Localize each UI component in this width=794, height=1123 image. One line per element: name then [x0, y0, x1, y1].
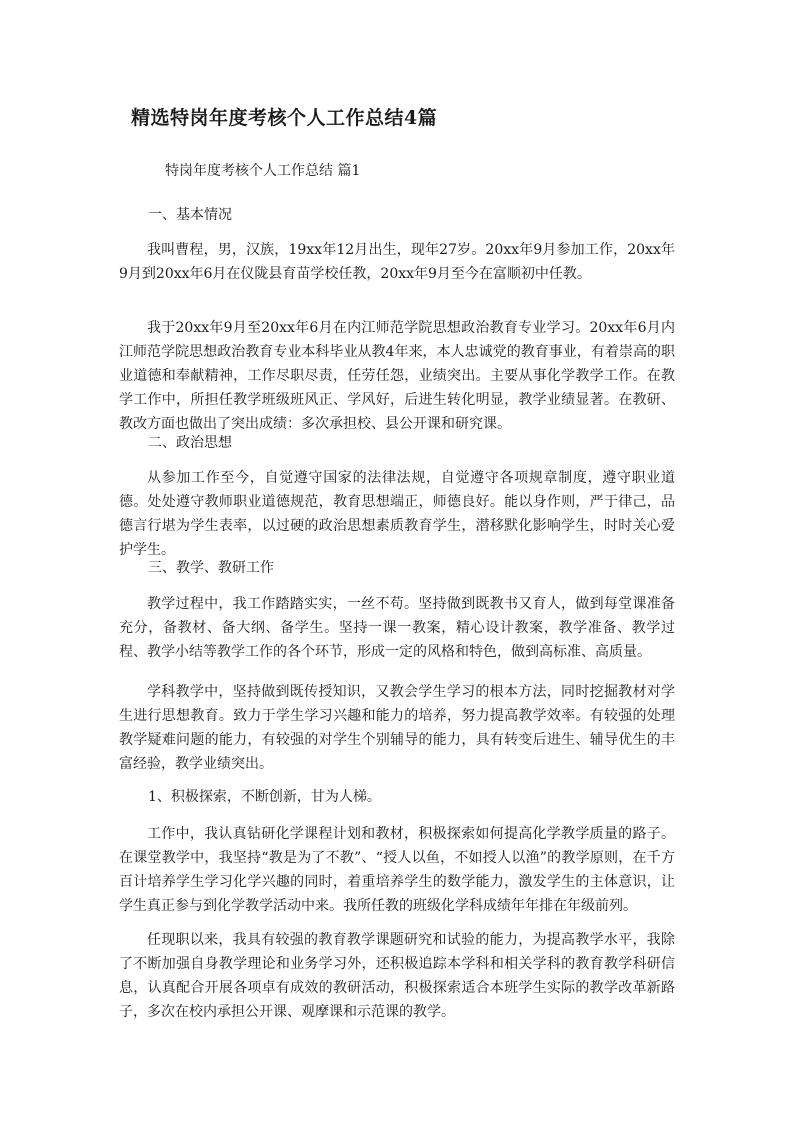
paragraph-teaching-process: 教学过程中，我工作踏踏实实，一丝不苟。坚持做到既教书又育人，做到每堂课准备充分，备教材、备大纲、备学生。坚持一课一教案，精心设计教案，教学准备、教学过程、教学小结等教学工作的各个环节，形成一定的风格和特色，做到高标准、高质量。 — [119, 596, 675, 660]
paragraph-research: 任现职以来，我具有较强的教育教学课题研究和试验的能力，为提高教学水平，我除了不断加强自身教学理论和业务学习外，还积极追踪本学科和相关学科的教育教学科研信息，认真配合开展各项卓有成效的教研活动，积极探索适合本班学生实际的教学改革新路子，多次在校内承担公开课、观摩课和示范课的教学。 — [119, 932, 675, 1020]
paragraph-education: 我于20xx年9月至20xx年6月在内江师范学院思想政治教育专业学习。20xx年6月内江师范学院思想政治教育专业本科毕业从教4年来，本人忠诚党的教育事业，有着崇高的职业道德和奉献精神，工作尽职尽责，任劳任怨，业绩突出。主要从事化学教学工作。在教学工作中，所担任教学班级班风正、学风好，后进生转化明显，教学业绩显著。在教研、教改方面也做出了突出成绩：多次承担校、县公开课和研究课。 — [119, 320, 675, 432]
paragraph-basic-info: 我叫曹程，男，汉族，19xx年12月出生，现年27岁。20xx年9月参加工作，20xx年9月到20xx年6月在仪陇县育苗学校任教，20xx年9月至今在富顺初中任教。 — [119, 242, 675, 282]
document-subtitle: 特岗年度考核个人工作总结 篇1 — [165, 163, 361, 179]
paragraph-political: 从参加工作至今，自觉遵守国家的法律法规，自觉遵守各项规章制度，遵守职业道德。处处遵守教师职业道德规范，教育思想端正，师德良好。能以身作则，严于律己，品德言行堪为学生表率，以过硬的政治思想素质教育学生，潜移默化影响学生，时时关心爱护学生。 — [119, 470, 675, 558]
section-heading-teaching: 三、教学、教研工作 — [148, 560, 274, 576]
paragraph-innovation: 工作中，我认真钻研化学课程计划和教材，积极探索如何提高化学教学质量的路子。在课堂教学中，我坚持“教是为了不教”、“授人以鱼，不如授人以渔”的教学原则，在千方百计培养学生学习化学兴趣的同时，着重培养学生的数学能力，激发学生的主体意识，让学生真正参与到化学教学活动中来。我所任教的班级化学科成绩年年排在年级前列。 — [119, 826, 675, 914]
section-heading-political: 二、政治思想 — [148, 435, 232, 451]
section-heading-basic-info: 一、基本情况 — [148, 207, 232, 223]
document-title: 精选特岗年度考核个人工作总结4篇 — [131, 107, 438, 129]
paragraph-subject-teaching: 学科教学中，坚持做到既传授知识，又教会学生学习的根本方法，同时挖掘教材对学生进行思想教育。致力于学生学习兴趣和能力的培养，努力提高教学效率。有较强的处理教学疑难问题的能力，有较强的对学生个别辅导的能力，具有转变后进生、辅导优生的丰富经验，教学业绩突出。 — [119, 684, 675, 772]
section-heading-innovation: 1、积极探索，不断创新，甘为人梯。 — [148, 789, 381, 805]
